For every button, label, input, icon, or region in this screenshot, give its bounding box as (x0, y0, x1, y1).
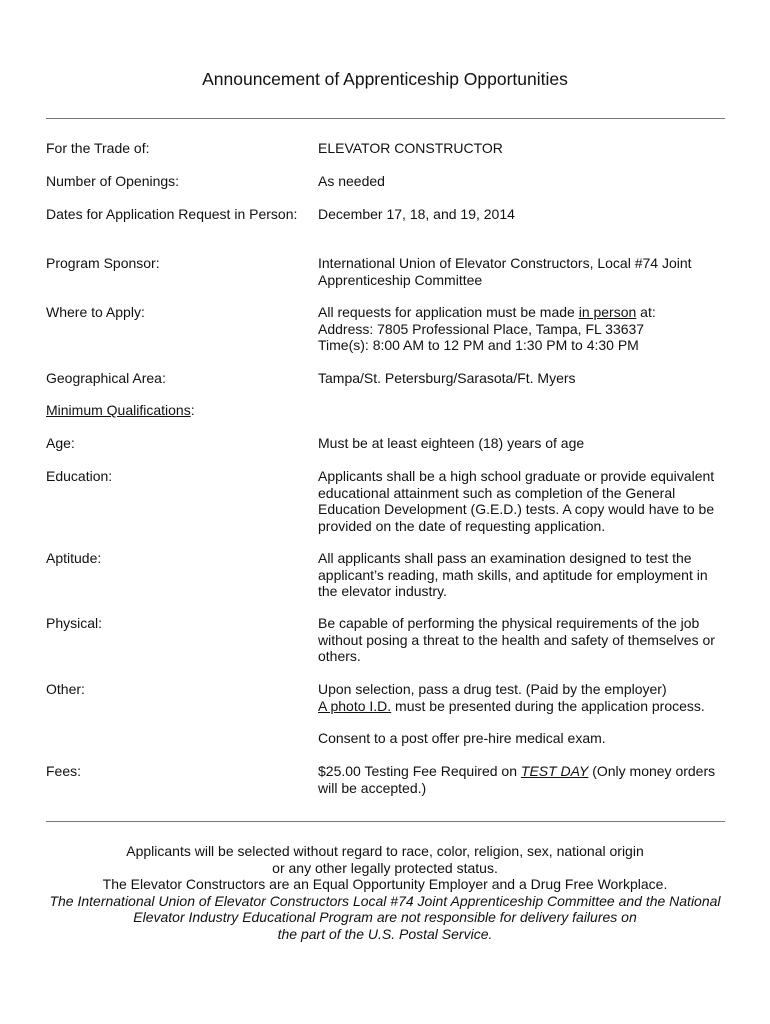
min-qual-underlined: Minimum Qualifications (46, 402, 191, 418)
dates-label: Dates for Application Request in Person: (46, 206, 298, 222)
where-line (318, 304, 723, 321)
footer-disclaimer-line: Elevator Industry Educational Program are not responsible for delivery failures on (133, 909, 637, 925)
min-qual-heading (46, 402, 306, 419)
age-value: Must be at least eighteen (18) years of age (318, 435, 585, 451)
aptitude-line: the elevator industry. (318, 583, 447, 599)
where-line-prefix: All requests for application must be made (318, 304, 579, 320)
fees-value (318, 763, 723, 796)
aptitude-value (318, 550, 723, 600)
openings-value: As needed (318, 173, 385, 189)
education-line: Education Development (G.E.D.) tests. A copy would have to be (318, 501, 715, 517)
footer-disclaimer-line: the part of the U.S. Postal Service. (277, 925, 493, 942)
min-qual-colon: : (190, 402, 195, 418)
area-label: Geographical Area: (46, 370, 166, 386)
other-value (318, 681, 723, 714)
trade-value: ELEVATOR CONSTRUCTOR (318, 140, 503, 156)
physical-label: Physical: (46, 615, 103, 631)
fees-line (318, 763, 723, 780)
fees-line-suffix: (Only money orders (588, 763, 716, 779)
aptitude-line: All applicants shall pass an examination designed to test the (318, 550, 692, 566)
education-label: Education: (46, 468, 113, 484)
education-line: educational attainment such as completion of the General (318, 484, 676, 501)
where-address: Address: 7805 Professional Place, Tampa, FL 33637 (318, 320, 645, 337)
footer-line: or any other legally protected status. (272, 859, 498, 876)
openings-label: Number of Openings: (46, 173, 180, 189)
consent-value: Consent to a post offer pre-hire medical exam. (318, 730, 606, 746)
dates-value: December 17, 18, and 19, 2014 (318, 206, 515, 222)
other-line (318, 698, 723, 715)
physical-line: others. (318, 648, 361, 664)
where-value (318, 304, 723, 354)
where-line-suffix: at: (636, 304, 656, 320)
area-value: Tampa/St. Petersburg/Sarasota/Ft. Myers (318, 370, 576, 386)
test-day-emphasis: TEST DAY (520, 763, 589, 779)
bottom-divider (46, 821, 725, 822)
footer-notice (20, 843, 750, 942)
in-person-emphasis: in person (578, 304, 637, 320)
where-times: Time(s): 8:00 AM to 12 PM and 1:30 PM to 4:30 PM (318, 337, 639, 353)
sponsor-value (318, 255, 723, 288)
education-value (318, 468, 723, 534)
photo-id-emphasis: A photo I.D. (318, 697, 392, 714)
physical-line: without posing a threat to the health and safety of themselves or (318, 631, 715, 648)
page-title: Announcement of Apprenticeship Opportunities (202, 69, 568, 89)
physical-line: Be capable of performing the physical requirements of the job (318, 615, 700, 631)
fees-line-prefix: $25.00 Testing Fee Required on (318, 763, 521, 779)
sponsor-line: International Union of Elevator Constructors, Local #74 Joint (318, 255, 692, 271)
other-line-suffix: must be presented during the application process. (391, 697, 705, 714)
footer-line: The Elevator Constructors are an Equal Opportunity Employer and a Drug Free Workplace. (102, 876, 668, 892)
trade-label: For the Trade of: (46, 140, 150, 156)
aptitude-line: applicant’s reading, math skills, and aptitude for employment in (318, 566, 708, 583)
education-line: provided on the date of requesting application. (318, 517, 606, 534)
fees-line: will be accepted.) (318, 779, 427, 796)
sponsor-line: Apprenticeship Committee (318, 271, 483, 288)
where-label: Where to Apply: (46, 304, 145, 320)
fees-label: Fees: (46, 763, 82, 779)
aptitude-label: Aptitude: (46, 550, 102, 566)
other-label: Other: (46, 681, 85, 697)
age-label: Age: (46, 435, 75, 451)
footer-line: Applicants will be selected without regard to race, color, religion, sex, national origin (126, 843, 644, 859)
sponsor-label: Program Sponsor: (46, 255, 160, 271)
education-line: Applicants shall be a high school graduate or provide equivalent (318, 468, 715, 484)
other-line: Upon selection, pass a drug test. (Paid by the employer) (318, 681, 667, 697)
physical-value (318, 615, 723, 665)
footer-disclaimer-line: The International Union of Elevator Constructors Local #74 Joint Apprenticeship Committee and the National (49, 892, 721, 909)
top-divider (46, 118, 725, 119)
